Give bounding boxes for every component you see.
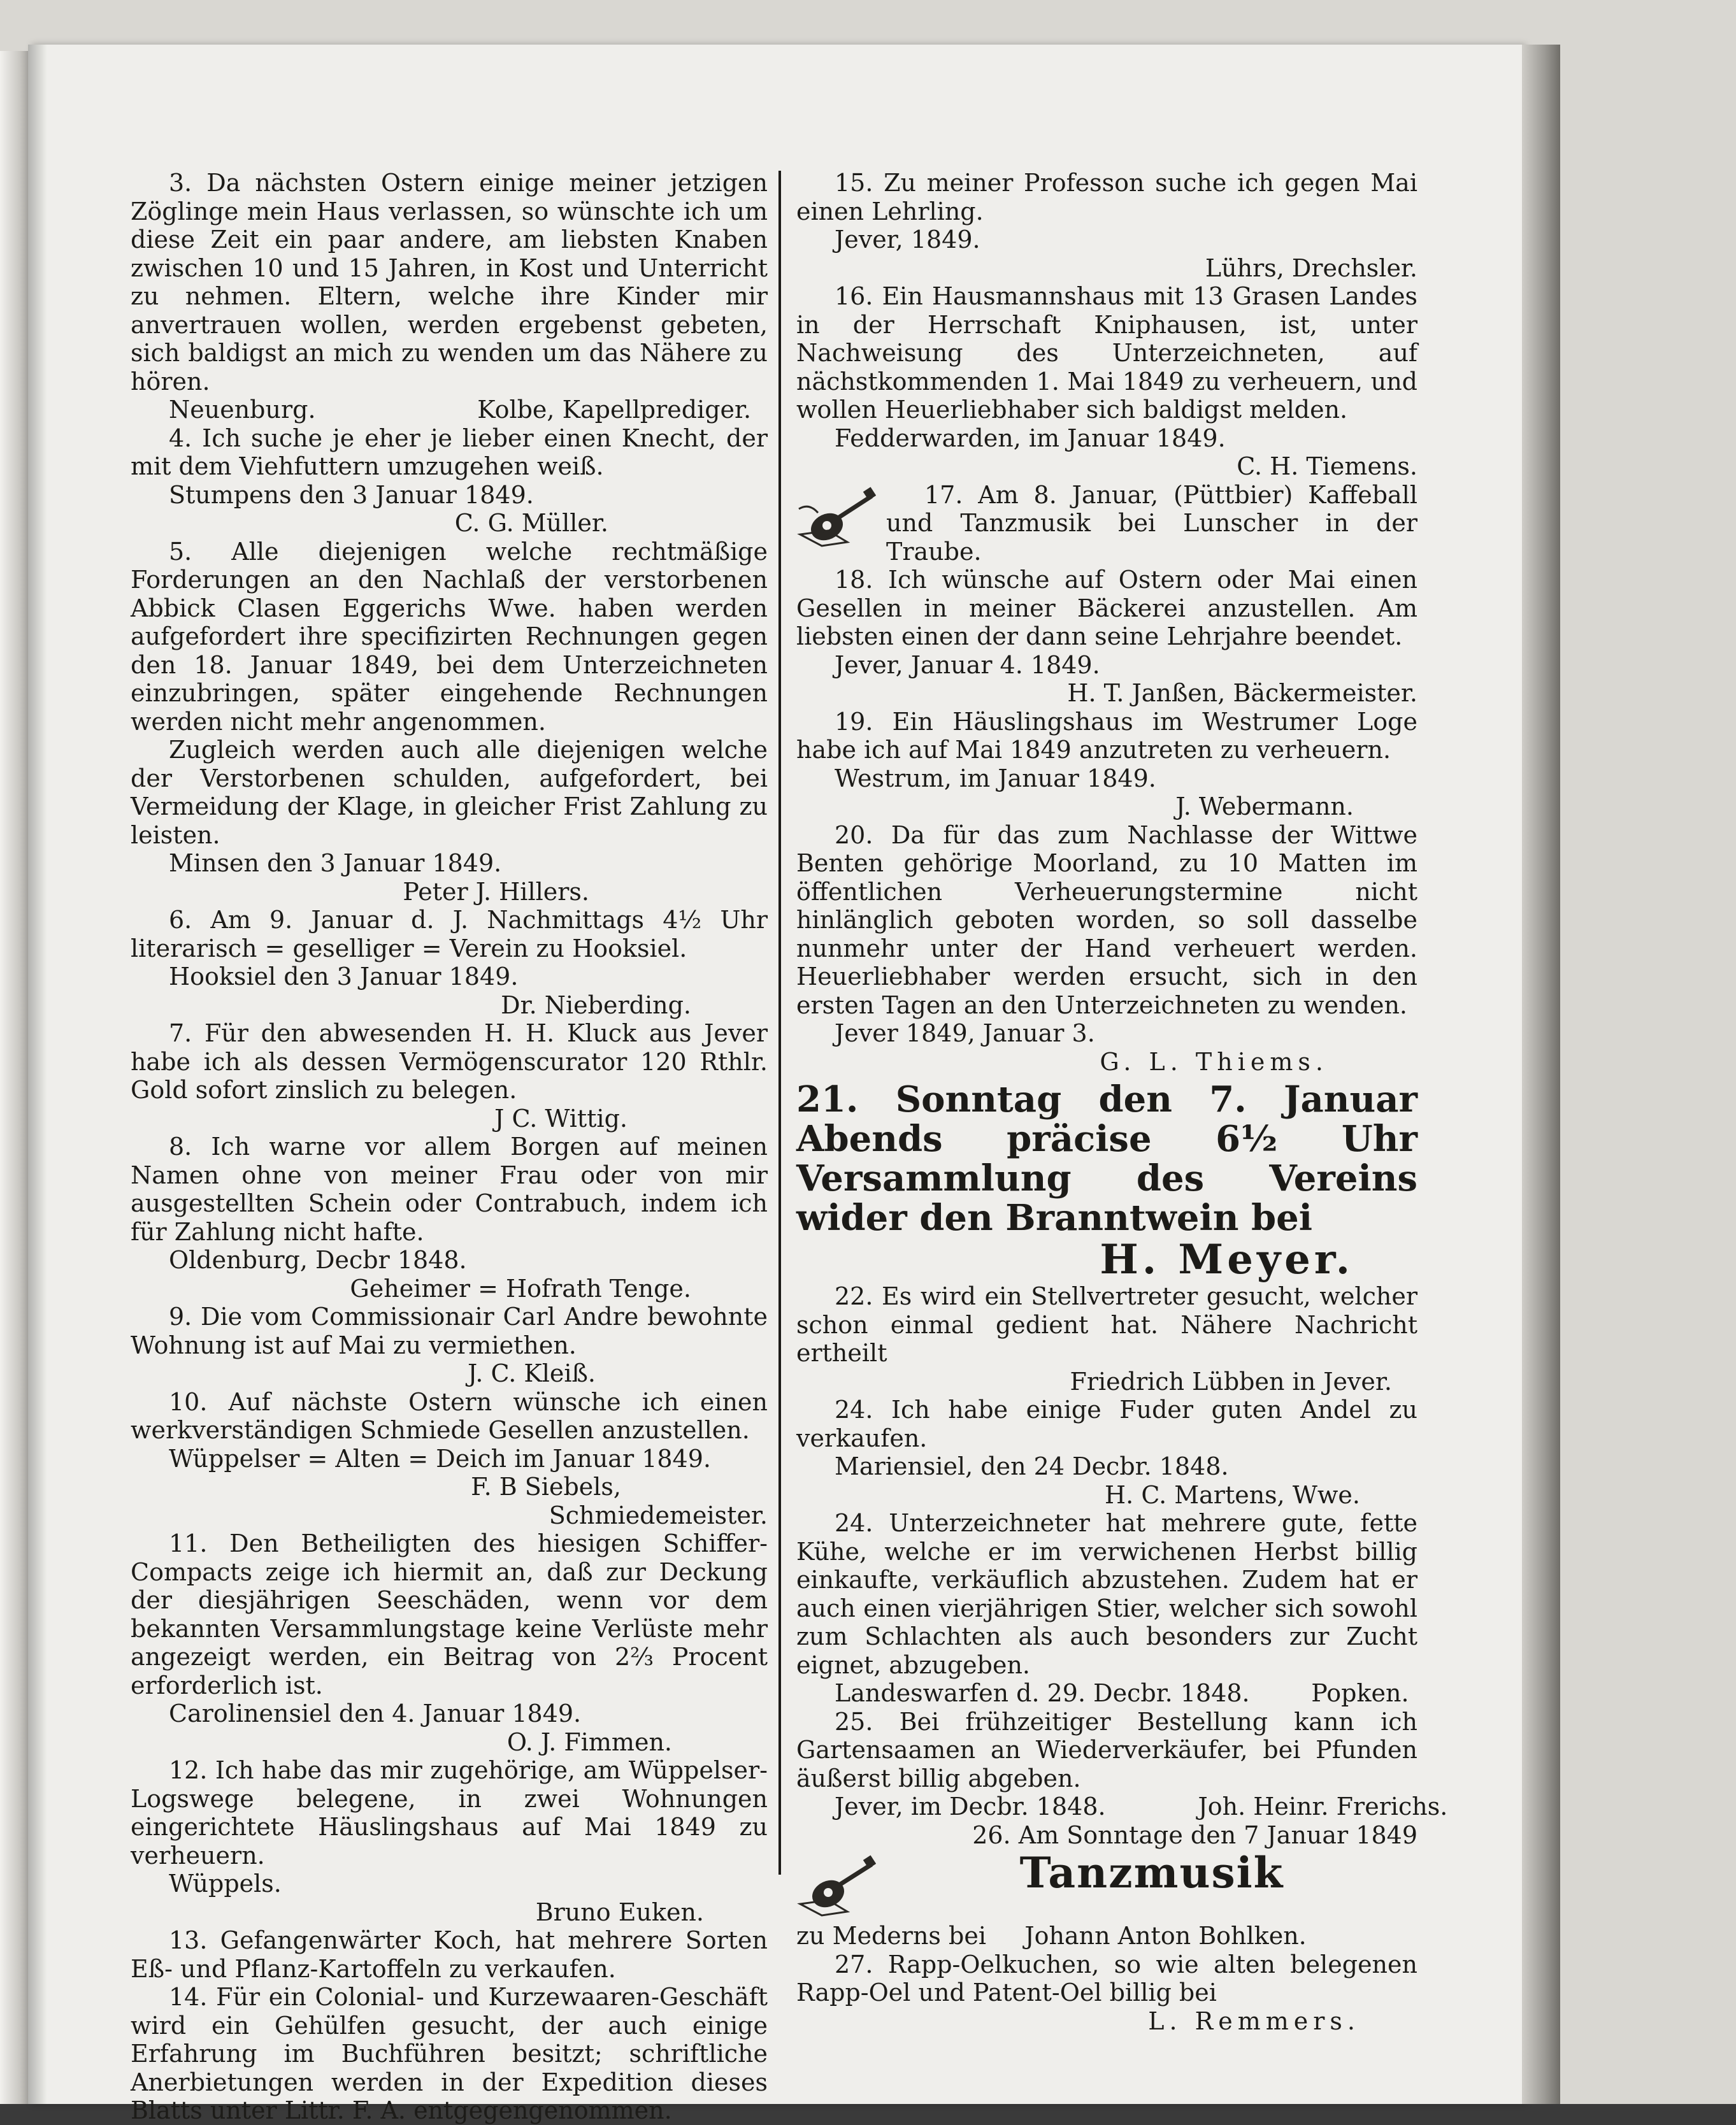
ad-3: 3. Da nächsten Ostern einige meiner jetzigen Zöglinge mein Haus verlassen, so wünschte ich um diese Zeit ein paar andere, am liebsten Knaben zwischen 10 und 15 Jahren, in Kost und Unterricht zu nehmen. Eltern, welche ihre Kinder mir anvertrauen wollen, werden ergebenst gebeten, sich baldigst an mich zu wenden um das Nähere zu hören.	[131, 169, 768, 396]
ad-12-place: Wüppels.	[169, 1870, 282, 1898]
ad-18-place: Jever, Januar 4. 1849.	[835, 650, 1100, 679]
ad-3-place: Neuenburg. Kolbe, Kapellprediger.	[169, 396, 752, 424]
ad-22-signature: Friedrich Lübben in Jever.	[1070, 1367, 1392, 1396]
ad-8: 8. Ich warne vor allem Borgen auf meinen Namen ohne von meiner Frau oder von mir ausgestellten Schein oder Contrabuch, indem ich für Zahlung nicht hafte.	[131, 1133, 768, 1246]
ad-8-signature: Geheimer = Hofrath Tenge.	[350, 1274, 691, 1303]
ad-24b-place: Landeswarfen d. 29. Decbr. 1848. Popken.	[835, 1679, 1409, 1707]
left-column	[131, 169, 768, 2125]
ad-24a-place: Mariensiel, den 24 Decbr. 1848.	[835, 1452, 1229, 1480]
ad-27: 27. Rapp-Oelkuchen, so wie alten belegenen Rapp-Oel und Patent-Oel billig bei	[796, 1950, 1417, 2007]
ad-26: 26. Am Sonntage den 7 Januar 1849	[972, 1821, 1417, 1849]
page-edge	[1522, 45, 1560, 2104]
ad-15: 15. Zu meiner Professon suche ich gegen Mai einen Lehrling.	[796, 169, 1417, 225]
ad-16-signature: C. H. Tiemens.	[1237, 452, 1417, 480]
ad-25: 25. Bei frühzeitiger Bestellung kann ich Gartensaamen an Wiederverkäufer, bei Pfunden äußerst billig abgeben.	[796, 1707, 1417, 1792]
ad-12-signature: Bruno Euken.	[535, 1898, 704, 1926]
right-column	[796, 169, 1448, 2035]
ad-11: 11. Den Betheiligten des hiesigen Schiffer-Compacts zeige ich hiermit an, daß zur Deckung der diesjährigen Seeschäden, wenn vor dem bekannten Versammlungstage keine Verlüste mehr angezeigt werden, ein Beitrag von 2⅔ Procent erforderlich ist.	[131, 1529, 768, 1699]
ad-6-signature: Dr. Nieberding.	[501, 991, 691, 1019]
ad-6-place: Hooksiel den 3 Januar 1849.	[169, 962, 519, 991]
ad-7-signature: J C. Wittig.	[494, 1104, 628, 1133]
ad-13: 13. Gefangenwärter Koch, hat mehrere Sorten Eß- und Pflanz-Kartoffeln zu verkaufen.	[131, 1926, 768, 1983]
ad-17-block	[796, 481, 1417, 566]
ad-14: 14. Für ein Colonial- und Kurzewaaren-Geschäft wird ein Gehülfen gesucht, der auch einige Erfahrung im Buchführen besitzt; schriftliche Anerbietungen werden in der Expedition dieses Blatts unter Littr. F. A. entgegengenommen.	[131, 1983, 768, 2124]
ad-19-signature: J. Webermann.	[1175, 792, 1354, 820]
ad-8-place: Oldenburg, Decbr 1848.	[169, 1246, 467, 1274]
ad-4-place: Stumpens den 3 Januar 1849.	[169, 480, 534, 509]
ad-9-signature: J. C. Kleiß.	[468, 1359, 596, 1387]
column-divider	[778, 171, 781, 1875]
ad-17: 17. Am 8. Januar, (Püttbier) Kaffeball und Tanzmusik bei Lunscher in der Traube.	[886, 480, 1417, 566]
ad-20-place: Jever 1849, Januar 3.	[835, 1019, 1095, 1047]
ad-24a: 24. Ich habe einige Fuder guten Andel zu verkaufen.	[796, 1396, 1417, 1452]
ad-4-signature: C. G. Müller.	[454, 509, 608, 537]
ad-15-place: Jever, 1849.	[835, 225, 980, 254]
ad-26-block	[796, 1849, 1417, 1922]
ad-12: 12. Ich habe das mir zugehörige, am Wüppelser-Logswege belegene, in zwei Wohnungen eingerichtete Häuslingshaus auf Mai 1849 zu verheuern.	[131, 1756, 768, 1870]
ad-16: 16. Ein Hausmannshaus mit 13 Grasen Landes in der Herrschaft Kniphausen, ist, unter Nachweisung des Unterzeichneten, auf nächstkommenden 1. Mai 1849 zu verheuern, und wollen Heuerliebhaber sich baldigst melden.	[796, 282, 1417, 424]
ad-21-signature: H. Meyer.	[1100, 1236, 1354, 1284]
ad-5-place: Minsen den 3 Januar 1849.	[169, 849, 502, 877]
ad-27-signature: L. Remmers.	[1148, 2007, 1360, 2035]
ad-5-signature: Peter J. Hillers.	[403, 877, 589, 906]
ad-22: 22. Es wird ein Stellvertreter gesucht, welcher schon einmal gedient hat. Nähere Nachricht ertheilt	[796, 1282, 1417, 1367]
ad-4: 4. Ich suche je eher je lieber einen Knecht, der mit dem Viehfuttern umzugehen weiß.	[131, 424, 768, 480]
ad-11-place: Carolinensiel den 4. Januar 1849.	[169, 1699, 582, 1728]
ad-9: 9. Die vom Commissionair Carl Andre bewohnte Wohnung ist auf Mai zu vermiethen.	[131, 1303, 768, 1359]
ad-7: 7. Für den abwesenden H. H. Kluck aus Jever habe ich als dessen Vermögenscurator 120 Rthlr. Gold sofort zinslich zu belegen.	[131, 1019, 768, 1104]
ad-20: 20. Da für das zum Nachlasse der Wittwe Benten gehörige Moorland, zu 10 Matten im öffentlichen Verheuerungstermine nicht hinlänglich geboten worden, so soll dasselbe nunmehr unter der Hand verheuert werden. Heuerliebhaber werden ersucht, sich in den ersten Tagen an den Unterzeichneten zu wenden.	[796, 820, 1417, 1019]
ad-21: 21. Sonntag den 7. Januar Abends präcise 6½ Uhr Versammlung des Vereins wider den Branntwein bei	[796, 1078, 1417, 1239]
ad-20-signature: G. L. Thiems.	[1100, 1047, 1328, 1076]
ad-10-signature-title: Schmiedemeister.	[549, 1501, 768, 1529]
ad-16-place: Fedderwarden, im Januar 1849.	[835, 424, 1226, 452]
ad-6: 6. Am 9. Januar d. J. Nachmittags 4½ Uhr literarisch = geselliger = Verein zu Hooksiel.	[131, 906, 768, 962]
ad-10: 10. Auf nächste Ostern wünsche ich einen werkverständigen Schmiede Gesellen anzustellen.	[131, 1387, 768, 1444]
ad-19: 19. Ein Häuslingshaus im Westrumer Loge habe ich auf Mai 1849 anzutreten zu verheuern.	[796, 707, 1417, 764]
ad-24a-signature: H. C. Martens, Wwe.	[1105, 1480, 1360, 1509]
page-gutter-shadow	[28, 45, 47, 2104]
ad-19-place: Westrum, im Januar 1849.	[835, 764, 1156, 792]
ad-5-continued: Zugleich werden auch alle diejenigen welche der Verstorbenen schulden, aufgefordert, bei Vermeidung der Klage, in gleicher Frist Zahlung zu leisten.	[131, 736, 768, 849]
guitar-music-icon	[796, 483, 876, 554]
ad-18: 18. Ich wünsche auf Ostern oder Mai einen Gesellen in meiner Bäckerei anzustellen. Am liebsten einen der dann seine Lehrjahre beendet.	[796, 566, 1417, 650]
ad-10-place: Wüppelser = Alten = Deich im Januar 1849.	[169, 1444, 711, 1473]
ad-26-tail: zu Mederns bei Johann Anton Bohlken.	[796, 1922, 1307, 1950]
ad-18-signature: H. T. Janßen, Bäckermeister.	[1067, 679, 1417, 707]
ad-26-title: Tanzmusik	[1019, 1849, 1284, 1898]
ad-10-signature: F. B Siebels,	[471, 1473, 621, 1501]
ad-25-place: Jever, im Decbr. 1848. Joh. Heinr. Frerichs.	[835, 1792, 1448, 1821]
facing-page-edge	[0, 51, 28, 2104]
guitar-music-icon	[796, 1852, 876, 1922]
ad-24b: 24. Unterzeichneter hat mehrere gute, fette Kühe, welche er im verwichenen Herbst billig einkaufte, verkäuflich abzustehen. Zudem hat er auch einen vierjährigen Stier, welcher sich sowohl zum Schlachten als auch besonders zur Zucht eignet, abzugeben.	[796, 1509, 1417, 1679]
ad-15-signature: Lührs, Drechsler.	[1205, 254, 1417, 282]
ad-11-signature: O. J. Fimmen.	[506, 1728, 672, 1756]
ad-5: 5. Alle diejenigen welche rechtmäßige Forderungen an den Nachlaß der verstorbenen Abbick Clasen Eggerichs Wwe. haben werden aufgefordert ihre specifizirten Rechnungen gegen den 18. Januar 1849, bei dem Unterzeichneten einzubringen, später eingehende Rechnungen werden nicht mehr angenommen.	[131, 537, 768, 736]
